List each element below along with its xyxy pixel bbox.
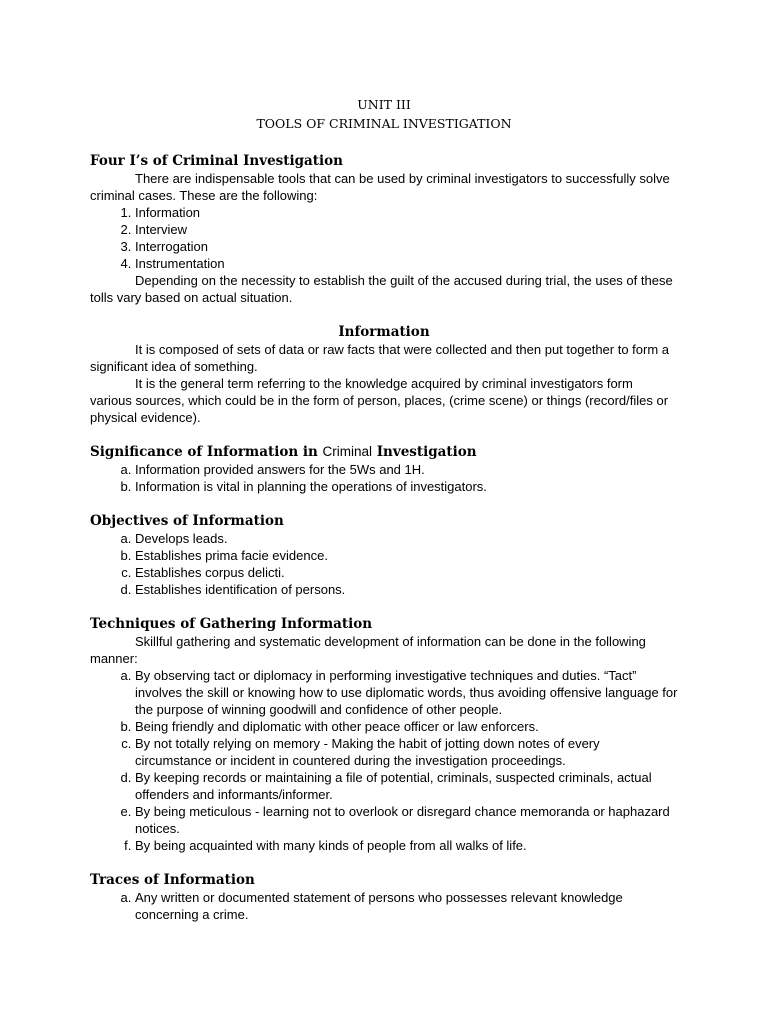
techniques-heading: Techniques of Gathering Information (90, 616, 373, 632)
traces-heading: Traces of Information (90, 872, 255, 888)
four-is-list (90, 204, 678, 272)
list-item: 2. Interview (135, 221, 678, 238)
significance-list (90, 461, 678, 495)
list-item: b. Information is vital in planning the operations of investigators. (135, 478, 678, 495)
list-item: d. Establishes identification of persons. (135, 581, 678, 598)
document-title: TOOLS OF CRIMINAL INVESTIGATION (256, 116, 512, 131)
unit-label: UNIT III (357, 97, 411, 112)
significance-heading (90, 443, 678, 461)
objectives-list (90, 530, 678, 598)
techniques-intro: Skillful gathering and systematic development of information can be done in the following manner: (90, 634, 646, 666)
traces-list (90, 889, 678, 923)
four-is-intro: There are indispensable tools that can be used by criminal investigators to successfully solve criminal cases. These are the following: (90, 171, 670, 203)
four-is-closing: Depending on the necessity to establish the guilt of the accused during trial, the uses of these tolls vary based on actual situation. (90, 273, 673, 305)
objectives-heading: Objectives of Information (90, 513, 284, 529)
list-item: c. Establishes corpus delicti. (135, 564, 678, 581)
techniques-list (90, 667, 678, 854)
list-item: a. Develops leads. (135, 530, 678, 547)
significance-heading-part-3: Investigation (372, 444, 477, 460)
significance-heading-part-1: Significance of Information in (90, 444, 323, 460)
list-item: b. Establishes prima facie evidence. (135, 547, 678, 564)
list-item: a. By observing tact or diplomacy in performing investigative techniques and duties. “Tact” involves the skill or knowing how to use diplomatic words, thus avoiding offensive language for the purpose of winning goodwill and confidence of other people. (135, 667, 678, 718)
information-heading: Information (338, 324, 430, 340)
list-item: 4. Instrumentation (135, 255, 678, 272)
significance-heading-part-2: Criminal (322, 444, 373, 459)
information-paragraph-1: It is composed of sets of data or raw facts that were collected and then put together to form a significant idea of something. (90, 342, 670, 374)
list-item: f. By being acquainted with many kinds of people from all walks of life. (135, 837, 678, 854)
list-item: e. By being meticulous - learning not to overlook or disregard chance memoranda or haphazard notices. (135, 803, 678, 837)
list-item: d. By keeping records or maintaining a file of potential, criminals, suspected criminals, actual offenders and informants/informer. (135, 769, 678, 803)
list-item: a. Any written or documented statement of persons who possesses relevant knowledge concerning a crime. (135, 889, 678, 923)
list-item: a. Information provided answers for the 5Ws and 1H. (135, 461, 678, 478)
information-paragraph-2: It is the general term referring to the knowledge acquired by criminal investigators form various sources, which could be in the form of person, places, (crime scene) or things (record/files or physical evidence). (90, 376, 669, 425)
list-item: c. By not totally relying on memory - Making the habit of jotting down notes of every circumstance or incident in countered during the investigation proceedings. (135, 735, 678, 769)
list-item: 1. Information (135, 204, 678, 221)
four-is-heading: Four I’s of Criminal Investigation (90, 153, 343, 169)
list-item: 3. Interrogation (135, 238, 678, 255)
list-item: b. Being friendly and diplomatic with other peace officer or law enforcers. (135, 718, 678, 735)
